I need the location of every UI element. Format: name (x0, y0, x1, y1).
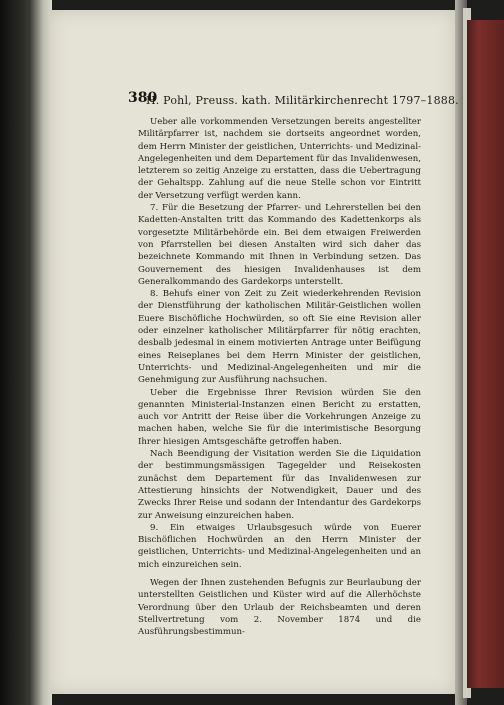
page-number: 380 (128, 90, 158, 106)
paragraph: 7. Für die Besetzung der Pfarrer- und Lehrerstellen bei den Kadetten-Anstalten tritt das Kommando des Kadettenkorps als vorgesetzte Militärbehörde ein. Bei dem etwaigen Freiwerden von Pfarrstellen bei diesen Anstalten wird sich daher das bezeichnete Kommando mit Ihnen in Verbindung setzen. Das Gouvernement des hiesigen Invalidenhauses ist dem Generalkommando des Gardekorps unterstellt. (138, 203, 421, 287)
scan-background-left (0, 0, 30, 705)
paragraph: 8. Behufs einer von Zeit zu Zeit wiederkehrenden Revision der Dienstführung der katholischen Militär-Geistlichen wollen Euere Bischöfliche Hochwürden, so oft Sie eine Revision aller oder einzelner katholischer Militärpfarrer für nötig erachten, desbalb jedesmal in einem motivierten Antrage unter Beifügung eines Reiseplanes bei dem Herrn Minister der geistlichen, Unterrichts- und Medizinal-Angelegenheiten und mir die Genehmigung zur Ausführung nachsuchen. (138, 289, 421, 386)
paragraph: 9. Ein etwaiges Urlaubsgesuch würde von Euerer Bischöflichen Hochwürden an den Herrn Minister der geistlichen, Unterrichts- und Medizinal-Angelegenheiten und an mich einzureichen sein. (138, 522, 421, 570)
page-gutter-shadow (30, 0, 52, 705)
paragraph: Wegen der Ihnen zustehenden Befugnis zur Beurlaubung der unterstellten Geistlichen und Küster wird auf die Allerhöchste Verordnung über den Urlaub der Reichsbeamten und deren Stellvertretung vom 2. November 1874 und die Ausführungsbestimmun- (138, 577, 421, 638)
paragraph: Ueber alle vorkommenden Versetzungen bereits angestellter Militärpfarrer ist, nachdem sie dortseits angeordnet worden, dem Herrn Minister der geistlichen, Unterrichts- und Medizinal-Angelegenheiten und dem Departement für das Invalidenwesen, letzterem so zeitig Anzeige zu erstatten, dass die Uebertragung der Gehaltspp. Zahlung auf die neue Stelle schon vor Eintritt der Versetzung verfügt werden kann. (138, 117, 421, 201)
book-cover-edge (467, 20, 504, 688)
body-text (138, 116, 421, 638)
paragraph: Nach Beendigung der Visitation werden Sie die Liquidation der bestimmungsmässigen Tagegelder und Reisekosten zunächst dem Departement für das Invalidenwesen zur Attestierung hinsichts der Notwendigkeit, Dauer und des Zwecks Ihrer Reise und sodann der Intendantur des Gardekorps zur Anweisung einzureichen haben. (138, 449, 421, 521)
running-head: H. Pohl, Preuss. kath. Militärkirchenrecht 1797–1888. (146, 94, 459, 107)
paragraph: Ueber die Ergebnisse Ihrer Revision würden Sie den genannten Ministerial-Instanzen einen Bericht zu erstatten, auch vor Antritt der Reise über die Vorkehrungen Anzeige zu machen haben, welche Sie für die interimistische Besorgung Ihrer hiesigen Amtsgeschäfte getroffen haben. (138, 387, 421, 447)
